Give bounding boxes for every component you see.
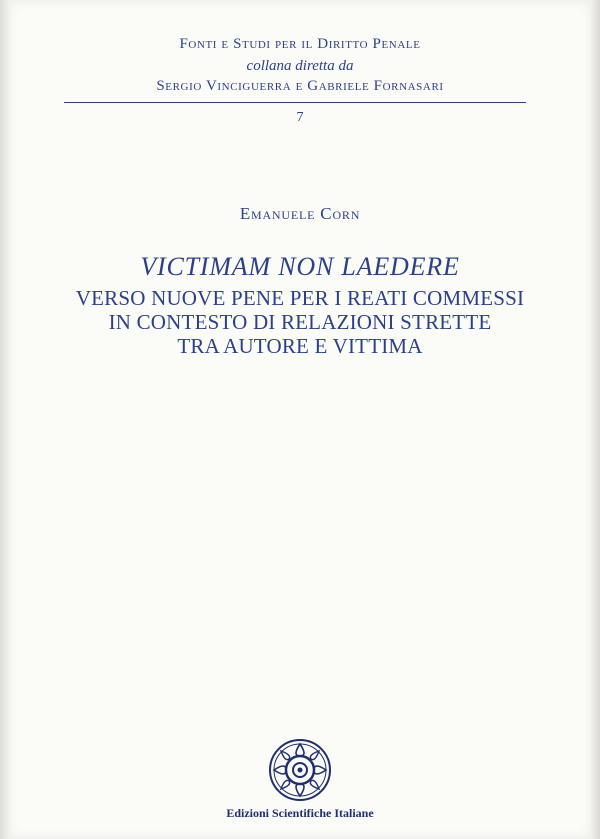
header-divider <box>64 102 526 103</box>
subtitle-line: VERSO NUOVE PENE PER I REATI COMMESSI <box>75 286 525 310</box>
series-name: Fonti e Studi per il Diritto Penale <box>179 36 421 52</box>
book-author: Emanuele Corn <box>239 204 361 223</box>
publisher-emblem-icon <box>268 738 332 802</box>
volume-number: 7 <box>296 110 304 125</box>
publisher-name: Edizioni Scientifiche Italiane <box>226 806 374 820</box>
book-subtitle <box>0 286 600 358</box>
series-directed-by: collana diretta da <box>246 58 354 74</box>
series-editors: Sergio Vinciguerra e Gabriele Fornasari <box>156 78 444 94</box>
subtitle-line: IN CONTESTO DI RELAZIONI STRETTE <box>108 310 492 334</box>
subtitle-line: TRA AUTORE E VITTIMA <box>177 334 423 358</box>
book-title: VICTIMAM NON LAEDERE <box>140 252 460 281</box>
